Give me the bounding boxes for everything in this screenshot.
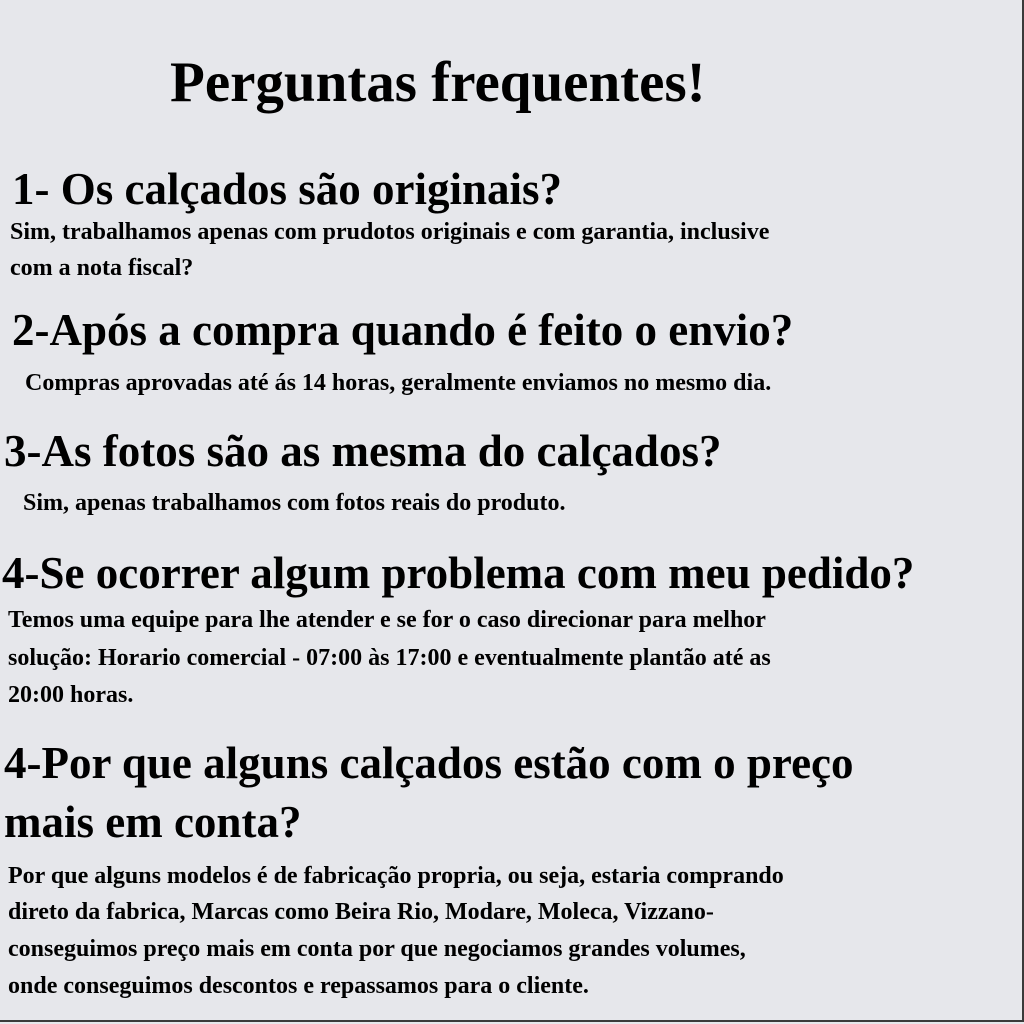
faq-answer-1-line-2: com a nota fiscal? — [10, 255, 194, 281]
faq-question-3: 3-As fotos são as mesma do calçados? — [4, 426, 722, 476]
faq-question-5-line-2: mais em conta? — [4, 797, 302, 847]
faq-answer-4-line-2: solução: Horario comercial - 07:00 às 17:00 e eventualmente plantão até as — [8, 645, 771, 671]
faq-answer-5-line-1: Por que alguns modelos é de fabricação propria, ou seja, estaria comprando — [8, 863, 784, 889]
faq-question-4: 4-Se ocorrer algum problema com meu pedido? — [2, 548, 915, 598]
faq-answer-4-line-1: Temos uma equipe para lhe atender e se for o caso direcionar para melhor — [8, 607, 766, 633]
faq-question-1: 1- Os calçados são originais? — [12, 164, 563, 214]
faq-question-5-line-1: 4-Por que alguns calçados estão com o preço — [4, 738, 854, 788]
faq-answer-5-line-2: direto da fabrica, Marcas como Beira Rio, Modare, Moleca, Vizzano- — [8, 899, 714, 925]
faq-answer-3-line-1: Sim, apenas trabalhamos com fotos reais do produto. — [23, 490, 566, 516]
page-title: Perguntas frequentes! — [170, 51, 706, 114]
faq-answer-4-line-3: 20:00 horas. — [8, 682, 134, 708]
faq-answer-2-line-1: Compras aprovadas até ás 14 horas, geralmente enviamos no mesmo dia. — [25, 370, 772, 396]
faq-answer-1-line-1: Sim, trabalhamos apenas com prudotos originais e com garantia, inclusive — [10, 219, 770, 245]
faq-answer-5-line-3: conseguimos preço mais em conta por que negociamos grandes volumes, — [8, 936, 746, 962]
faq-answer-5-line-4: onde conseguimos descontos e repassamos para o cliente. — [8, 973, 589, 999]
faq-question-2: 2-Após a compra quando é feito o envio? — [12, 305, 794, 355]
